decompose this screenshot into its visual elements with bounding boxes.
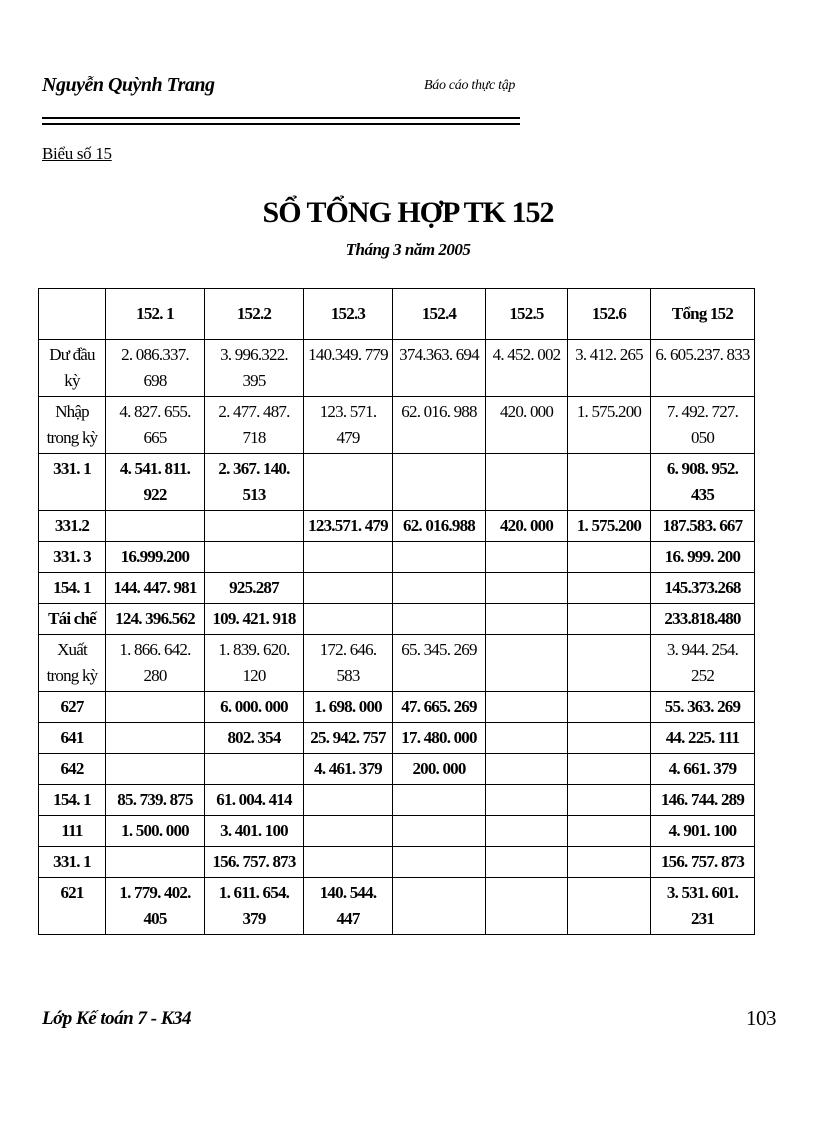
table-cell xyxy=(205,542,304,573)
table-cell: 85. 739. 875 xyxy=(106,785,205,816)
table-cell xyxy=(568,754,651,785)
table-cell xyxy=(486,542,568,573)
table-cell: 156. 757. 873 xyxy=(651,847,755,878)
table-cell xyxy=(393,785,486,816)
page-title: SỔ TỔNG HỢP TK 152 xyxy=(262,196,554,229)
table-cell xyxy=(393,847,486,878)
table-cell xyxy=(486,785,568,816)
table-cell: 146. 744. 289 xyxy=(651,785,755,816)
row-label: 111 xyxy=(39,816,106,847)
table-cell: 17. 480. 000 xyxy=(393,723,486,754)
table-cell: 233.818.480 xyxy=(651,604,755,635)
table-cell xyxy=(486,816,568,847)
table-cell xyxy=(304,785,393,816)
table-cell: 374.363. 694 xyxy=(393,340,486,397)
table-row xyxy=(39,878,755,935)
table-cell xyxy=(304,604,393,635)
column-header: 152.6 xyxy=(568,289,651,340)
table-cell xyxy=(304,454,393,511)
table-cell: 2. 477. 487. 718 xyxy=(205,397,304,454)
table-row xyxy=(39,604,755,635)
table-cell: 140. 544. 447 xyxy=(304,878,393,935)
row-label: 642 xyxy=(39,754,106,785)
row-label: Tái chế xyxy=(39,604,106,635)
table-row xyxy=(39,635,755,692)
column-header: 152.4 xyxy=(393,289,486,340)
row-label: 154. 1 xyxy=(39,785,106,816)
table-cell: 145.373.268 xyxy=(651,573,755,604)
row-label: 641 xyxy=(39,723,106,754)
table-cell xyxy=(568,692,651,723)
table-cell: 44. 225. 111 xyxy=(651,723,755,754)
table-cell: 62. 016. 988 xyxy=(393,397,486,454)
table-cell xyxy=(568,542,651,573)
column-header: 152. 1 xyxy=(106,289,205,340)
footer-class-name: Lớp Kế toán 7 - K34 xyxy=(42,1008,192,1029)
table-row xyxy=(39,847,755,878)
table-cell: 3. 531. 601. 231 xyxy=(651,878,755,935)
table-row xyxy=(39,573,755,604)
table-header-row xyxy=(39,289,755,340)
table-cell: 6. 605.237. 833 xyxy=(651,340,755,397)
page-subtitle: Tháng 3 năm 2005 xyxy=(345,240,471,259)
table-cell: 4. 901. 100 xyxy=(651,816,755,847)
table-cell: 1. 611. 654. 379 xyxy=(205,878,304,935)
table-cell xyxy=(304,847,393,878)
table-cell: 65. 345. 269 xyxy=(393,635,486,692)
table-cell xyxy=(486,454,568,511)
table-cell: 6. 908. 952. 435 xyxy=(651,454,755,511)
table-row xyxy=(39,340,755,397)
table-cell: 4. 827. 655. 665 xyxy=(106,397,205,454)
table-cell xyxy=(304,542,393,573)
table-cell: 187.583. 667 xyxy=(651,511,755,542)
table-cell xyxy=(568,847,651,878)
row-label: 154. 1 xyxy=(39,573,106,604)
table-cell: 1. 500. 000 xyxy=(106,816,205,847)
ledger-table xyxy=(38,288,755,935)
table-cell: 1. 575.200 xyxy=(568,511,651,542)
table-cell: 61. 004. 414 xyxy=(205,785,304,816)
table-cell xyxy=(304,816,393,847)
table-cell: 4. 541. 811. 922 xyxy=(106,454,205,511)
table-cell: 3. 412. 265 xyxy=(568,340,651,397)
table-cell: 420. 000 xyxy=(486,397,568,454)
page-number: 103 xyxy=(746,1006,776,1030)
column-header: 152.3 xyxy=(304,289,393,340)
table-cell: 3. 944. 254. 252 xyxy=(651,635,755,692)
table-row xyxy=(39,816,755,847)
table-row xyxy=(39,542,755,573)
table-cell: 144. 447. 981 xyxy=(106,573,205,604)
table-cell xyxy=(393,816,486,847)
table-cell: 55. 363. 269 xyxy=(651,692,755,723)
table-cell: 109. 421. 918 xyxy=(205,604,304,635)
table-row xyxy=(39,754,755,785)
table-cell xyxy=(486,723,568,754)
table-cell: 1. 839. 620. 120 xyxy=(205,635,304,692)
table-cell: 1. 866. 642. 280 xyxy=(106,635,205,692)
row-label: Xuất trong kỳ xyxy=(39,635,106,692)
table-cell: 4. 461. 379 xyxy=(304,754,393,785)
table-cell xyxy=(568,454,651,511)
table-cell: 156. 757. 873 xyxy=(205,847,304,878)
table-cell: 2. 367. 140. 513 xyxy=(205,454,304,511)
table-cell: 3. 996.322. 395 xyxy=(205,340,304,397)
table-cell: 3. 401. 100 xyxy=(205,816,304,847)
table-cell: 16.999.200 xyxy=(106,542,205,573)
table-cell xyxy=(393,454,486,511)
table-cell xyxy=(568,604,651,635)
table-cell: 47. 665. 269 xyxy=(393,692,486,723)
table-cell xyxy=(486,847,568,878)
row-label: Nhập trong kỳ xyxy=(39,397,106,454)
table-cell xyxy=(568,878,651,935)
table-cell xyxy=(568,785,651,816)
header-rule-top xyxy=(42,117,520,119)
table-cell: 420. 000 xyxy=(486,511,568,542)
table-cell xyxy=(106,723,205,754)
column-header: 152.2 xyxy=(205,289,304,340)
table-cell xyxy=(486,878,568,935)
table-cell xyxy=(106,511,205,542)
table-cell: 200. 000 xyxy=(393,754,486,785)
table-cell xyxy=(568,816,651,847)
table-cell xyxy=(106,692,205,723)
form-number: Biểu số 15 xyxy=(42,144,112,163)
table-cell: 123. 571. 479 xyxy=(304,397,393,454)
table-cell xyxy=(486,573,568,604)
table-cell xyxy=(205,754,304,785)
row-label: 331.2 xyxy=(39,511,106,542)
table-cell: 25. 942. 757 xyxy=(304,723,393,754)
table-cell xyxy=(568,723,651,754)
table-cell: 123.571. 479 xyxy=(304,511,393,542)
row-label: Dư đầu kỳ xyxy=(39,340,106,397)
ledger-body xyxy=(39,340,755,935)
table-cell: 1. 779. 402. 405 xyxy=(106,878,205,935)
row-label: 331. 1 xyxy=(39,454,106,511)
table-row xyxy=(39,723,755,754)
table-cell: 124. 396.562 xyxy=(106,604,205,635)
table-row xyxy=(39,397,755,454)
table-cell xyxy=(568,635,651,692)
column-header: Tổng 152 xyxy=(651,289,755,340)
table-cell xyxy=(205,511,304,542)
table-row xyxy=(39,511,755,542)
table-cell: 6. 000. 000 xyxy=(205,692,304,723)
table-cell: 140.349. 779 xyxy=(304,340,393,397)
report-label: Báo cáo thực tập xyxy=(424,78,516,93)
table-cell: 7. 492. 727. 050 xyxy=(651,397,755,454)
row-label: 331. 1 xyxy=(39,847,106,878)
table-cell xyxy=(486,754,568,785)
author-name: Nguyễn Quỳnh Trang xyxy=(42,74,215,96)
table-cell: 2. 086.337. 698 xyxy=(106,340,205,397)
table-row xyxy=(39,692,755,723)
row-label: 331. 3 xyxy=(39,542,106,573)
table-cell xyxy=(486,604,568,635)
table-cell: 4. 452. 002 xyxy=(486,340,568,397)
table-cell xyxy=(568,573,651,604)
table-cell xyxy=(304,573,393,604)
table-cell xyxy=(393,878,486,935)
table-cell: 16. 999. 200 xyxy=(651,542,755,573)
table-cell: 925.287 xyxy=(205,573,304,604)
table-cell: 1. 575.200 xyxy=(568,397,651,454)
table-cell xyxy=(486,635,568,692)
row-label: 627 xyxy=(39,692,106,723)
table-row xyxy=(39,454,755,511)
row-label: 621 xyxy=(39,878,106,935)
header-rule-bottom xyxy=(42,123,520,125)
table-cell: 4. 661. 379 xyxy=(651,754,755,785)
column-header: 152.5 xyxy=(486,289,568,340)
table-cell xyxy=(393,573,486,604)
column-header-blank xyxy=(39,289,106,340)
table-cell: 1. 698. 000 xyxy=(304,692,393,723)
table-cell: 802. 354 xyxy=(205,723,304,754)
table-cell xyxy=(393,542,486,573)
table-row xyxy=(39,785,755,816)
table-cell: 172. 646. 583 xyxy=(304,635,393,692)
table-cell xyxy=(106,754,205,785)
table-cell xyxy=(393,604,486,635)
table-cell xyxy=(486,692,568,723)
table-cell xyxy=(106,847,205,878)
table-cell: 62. 016.988 xyxy=(393,511,486,542)
